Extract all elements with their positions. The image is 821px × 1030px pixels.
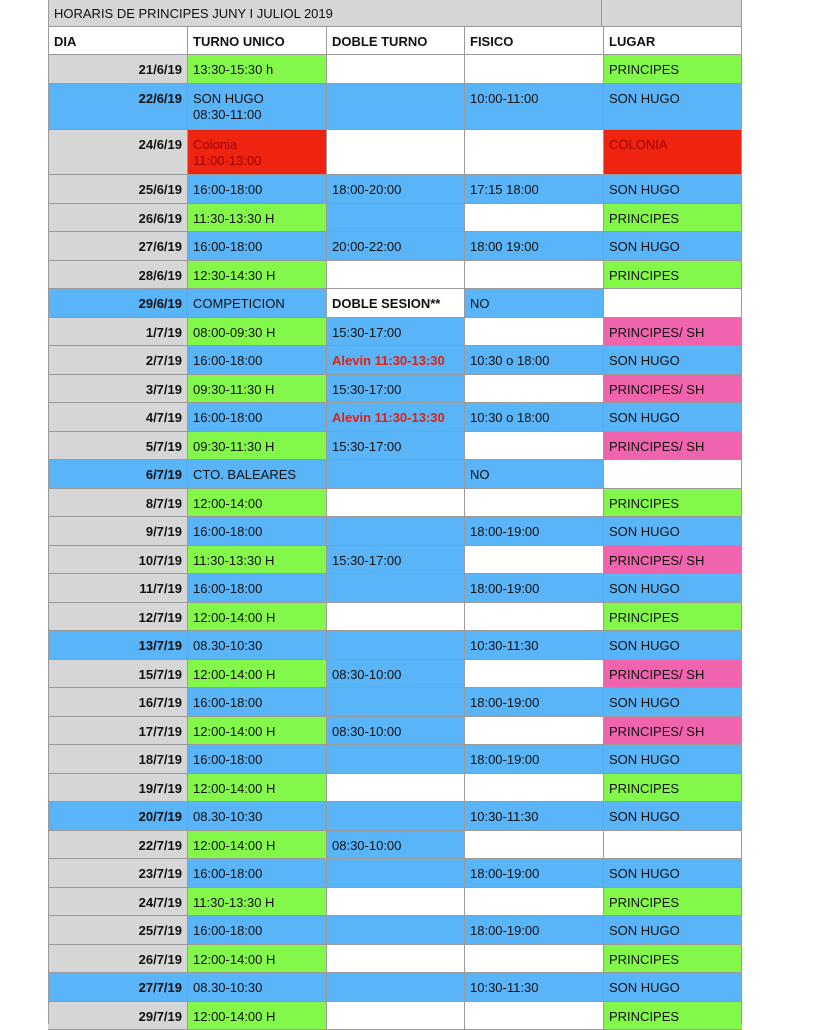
lugar-cell[interactable]: PRINCIPES <box>604 774 742 801</box>
turno-unico-cell[interactable]: 08.30-10:30 <box>188 631 327 659</box>
fisico-cell[interactable] <box>465 375 604 402</box>
header-turno-unico[interactable]: TURNO UNICO <box>188 27 327 54</box>
table-row <box>48 432 742 460</box>
turno-unico-cell[interactable]: 12:00-14:00 H <box>188 1002 327 1029</box>
turno-unico-cell[interactable]: Colonia 11:00-13:00 <box>188 130 327 174</box>
dia-cell[interactable]: 1/7/19 <box>48 318 188 345</box>
dia-cell[interactable]: 3/7/19 <box>48 375 188 402</box>
table-body <box>48 55 742 1030</box>
turno-unico-cell[interactable]: 16:00-18:00 <box>188 232 327 260</box>
table-row <box>48 403 742 432</box>
turno-unico-cell[interactable]: 16:00-18:00 <box>188 916 327 944</box>
lugar-cell[interactable]: SON HUGO <box>604 859 742 887</box>
lugar-cell[interactable]: PRINCIPES <box>604 945 742 972</box>
lugar-cell[interactable]: PRINCIPES <box>604 261 742 288</box>
dia-cell[interactable]: 29/7/19 <box>48 1002 188 1029</box>
turno-unico-cell[interactable]: 09:30-11:30 H <box>188 432 327 459</box>
fisico-cell[interactable]: 18:00-19:00 <box>465 745 604 773</box>
dia-cell[interactable]: 25/6/19 <box>48 175 188 203</box>
table-row <box>48 460 742 489</box>
dia-cell[interactable]: 25/7/19 <box>48 916 188 944</box>
header-doble-turno[interactable]: DOBLE TURNO <box>327 27 465 54</box>
dia-cell[interactable]: 26/6/19 <box>48 204 188 231</box>
dia-cell[interactable]: 19/7/19 <box>48 774 188 801</box>
table-row <box>48 745 742 774</box>
table-row <box>48 517 742 546</box>
doble-turno-cell[interactable] <box>327 745 465 773</box>
dia-cell[interactable]: 27/7/19 <box>48 973 188 1001</box>
table-row <box>48 261 742 289</box>
table-row <box>48 888 742 916</box>
header-dia[interactable]: DIA <box>48 27 188 54</box>
turno-unico-cell[interactable]: 16:00-18:00 <box>188 517 327 545</box>
table-row <box>48 717 742 745</box>
dia-cell[interactable]: 6/7/19 <box>48 460 188 488</box>
doble-turno-cell[interactable]: 18:00-20:00 <box>327 175 465 203</box>
table-row <box>48 859 742 888</box>
table-row <box>48 802 742 831</box>
sheet-title-bar <box>48 0 742 27</box>
fisico-cell[interactable] <box>465 489 604 516</box>
turno-unico-cell[interactable]: 09:30-11:30 H <box>188 375 327 402</box>
header-row <box>48 27 742 55</box>
doble-turno-cell[interactable] <box>327 1002 465 1029</box>
fisico-cell[interactable]: 10:30 o 18:00 <box>465 346 604 374</box>
table-row <box>48 375 742 403</box>
fisico-cell[interactable] <box>465 130 604 174</box>
lugar-cell[interactable]: PRINCIPES <box>604 55 742 83</box>
fisico-cell[interactable]: 18:00-19:00 <box>465 859 604 887</box>
doble-turno-cell[interactable] <box>327 945 465 972</box>
fisico-cell[interactable]: 18:00-19:00 <box>465 517 604 545</box>
lugar-cell[interactable]: SON HUGO <box>604 973 742 1001</box>
dia-cell[interactable]: 10/7/19 <box>48 546 188 573</box>
dia-cell[interactable]: 5/7/19 <box>48 432 188 459</box>
doble-turno-cell[interactable]: 20:00-22:00 <box>327 232 465 260</box>
doble-turno-cell[interactable] <box>327 973 465 1001</box>
turno-unico-cell[interactable]: COMPETICION <box>188 289 327 317</box>
fisico-cell[interactable] <box>465 432 604 459</box>
dia-cell[interactable]: 15/7/19 <box>48 660 188 687</box>
turno-unico-cell[interactable]: 12:00-14:00 H <box>188 774 327 801</box>
turno-unico-cell[interactable]: 16:00-18:00 <box>188 688 327 716</box>
doble-turno-cell[interactable] <box>327 84 465 129</box>
lugar-cell[interactable]: PRINCIPES <box>604 1002 742 1029</box>
dia-cell[interactable]: 20/7/19 <box>48 802 188 830</box>
turno-unico-cell[interactable]: 11:30-13:30 H <box>188 546 327 573</box>
doble-turno-cell[interactable] <box>327 631 465 659</box>
fisico-cell[interactable]: 17:15 18:00 <box>465 175 604 203</box>
fisico-cell[interactable] <box>465 831 604 858</box>
lugar-cell[interactable]: SON HUGO <box>604 574 742 602</box>
table-row <box>48 1002 742 1030</box>
fisico-cell[interactable] <box>465 660 604 687</box>
lugar-cell[interactable]: PRINCIPES/ SH <box>604 546 742 573</box>
lugar-cell[interactable]: PRINCIPES/ SH <box>604 432 742 459</box>
table-row <box>48 916 742 945</box>
lugar-cell[interactable]: SON HUGO <box>604 346 742 374</box>
turno-unico-cell[interactable]: 16:00-18:00 <box>188 745 327 773</box>
table-row <box>48 204 742 232</box>
lugar-cell[interactable]: SON HUGO <box>604 631 742 659</box>
lugar-cell[interactable]: PRINCIPES/ SH <box>604 660 742 687</box>
fisico-cell[interactable]: NO <box>465 460 604 488</box>
dia-cell[interactable]: 17/7/19 <box>48 717 188 744</box>
table-row <box>48 546 742 574</box>
doble-turno-cell[interactable]: DOBLE SESION** <box>327 289 465 317</box>
dia-cell[interactable]: 13/7/19 <box>48 631 188 659</box>
table-row <box>48 831 742 859</box>
table-row <box>48 84 742 130</box>
dia-cell[interactable]: 22/7/19 <box>48 831 188 858</box>
doble-turno-cell[interactable] <box>327 603 465 630</box>
fisico-cell[interactable]: NO <box>465 289 604 317</box>
turno-unico-cell[interactable]: 12:00-14:00 H <box>188 717 327 744</box>
turno-unico-cell[interactable]: 16:00-18:00 <box>188 346 327 374</box>
dia-cell[interactable]: 4/7/19 <box>48 403 188 431</box>
doble-turno-cell[interactable]: 08:30-10:00 <box>327 717 465 744</box>
lugar-cell[interactable]: COLONIA <box>604 130 742 174</box>
dia-cell[interactable]: 23/7/19 <box>48 859 188 887</box>
doble-turno-cell[interactable] <box>327 888 465 915</box>
fisico-cell[interactable] <box>465 261 604 288</box>
turno-unico-cell[interactable]: 08.30-10:30 <box>188 973 327 1001</box>
turno-unico-cell[interactable]: 12:00-14:00 <box>188 489 327 516</box>
dia-cell[interactable]: 18/7/19 <box>48 745 188 773</box>
fisico-cell[interactable] <box>465 717 604 744</box>
doble-turno-cell[interactable] <box>327 916 465 944</box>
lugar-cell[interactable]: SON HUGO <box>604 517 742 545</box>
table-row <box>48 631 742 660</box>
dia-cell[interactable]: 24/7/19 <box>48 888 188 915</box>
table-row <box>48 660 742 688</box>
lugar-cell[interactable]: PRINCIPES <box>604 489 742 516</box>
fisico-cell[interactable] <box>465 1002 604 1029</box>
doble-turno-cell[interactable] <box>327 204 465 231</box>
doble-turno-cell[interactable] <box>327 688 465 716</box>
lugar-cell[interactable] <box>604 831 742 858</box>
doble-turno-cell[interactable]: 08:30-10:00 <box>327 831 465 858</box>
fisico-cell[interactable]: 10:30 o 18:00 <box>465 403 604 431</box>
lugar-cell[interactable]: SON HUGO <box>604 745 742 773</box>
fisico-cell[interactable] <box>465 546 604 573</box>
dia-cell[interactable]: 2/7/19 <box>48 346 188 374</box>
fisico-cell[interactable] <box>465 318 604 345</box>
lugar-cell[interactable]: PRINCIPES <box>604 204 742 231</box>
table-row <box>48 289 742 318</box>
dia-cell[interactable]: 24/6/19 <box>48 130 188 174</box>
turno-unico-cell[interactable]: SON HUGO 08:30-11:00 <box>188 84 327 129</box>
doble-turno-cell[interactable] <box>327 574 465 602</box>
dia-cell[interactable]: 26/7/19 <box>48 945 188 972</box>
doble-turno-cell[interactable] <box>327 261 465 288</box>
doble-turno-cell[interactable]: Alevin 11:30-13:30 <box>327 403 465 431</box>
turno-unico-cell[interactable]: 12:00-14:00 H <box>188 603 327 630</box>
doble-turno-cell[interactable] <box>327 774 465 801</box>
lugar-cell[interactable]: SON HUGO <box>604 916 742 944</box>
fisico-cell[interactable] <box>465 945 604 972</box>
table-row <box>48 574 742 603</box>
table-row <box>48 346 742 375</box>
fisico-cell[interactable]: 18:00-19:00 <box>465 688 604 716</box>
dia-cell[interactable]: 22/6/19 <box>48 84 188 129</box>
doble-turno-cell[interactable]: Alevin 11:30-13:30 <box>327 346 465 374</box>
table-row <box>48 489 742 517</box>
table-row <box>48 318 742 346</box>
fisico-cell[interactable]: 18:00-19:00 <box>465 574 604 602</box>
doble-turno-cell[interactable] <box>327 55 465 83</box>
fisico-cell[interactable]: 18:00 19:00 <box>465 232 604 260</box>
doble-turno-cell[interactable]: 15:30-17:00 <box>327 432 465 459</box>
lugar-cell[interactable]: SON HUGO <box>604 688 742 716</box>
fisico-cell[interactable] <box>465 55 604 83</box>
turno-unico-cell[interactable]: 11:30-13:30 H <box>188 888 327 915</box>
lugar-cell[interactable]: PRINCIPES/ SH <box>604 717 742 744</box>
fisico-cell[interactable] <box>465 774 604 801</box>
turno-unico-cell[interactable]: 12:00-14:00 H <box>188 831 327 858</box>
dia-cell[interactable]: 12/7/19 <box>48 603 188 630</box>
turno-unico-cell[interactable]: 16:00-18:00 <box>188 403 327 431</box>
turno-unico-cell[interactable]: 11:30-13:30 H <box>188 204 327 231</box>
lugar-cell[interactable]: PRINCIPES/ SH <box>604 318 742 345</box>
turno-unico-cell[interactable]: 08:00-09:30 H <box>188 318 327 345</box>
lugar-cell[interactable]: SON HUGO <box>604 802 742 830</box>
dia-cell[interactable]: 28/6/19 <box>48 261 188 288</box>
table-row <box>48 973 742 1002</box>
turno-unico-cell[interactable]: 08.30-10:30 <box>188 802 327 830</box>
dia-cell[interactable]: 8/7/19 <box>48 489 188 516</box>
doble-turno-cell[interactable] <box>327 489 465 516</box>
header-lugar[interactable]: LUGAR <box>604 27 742 54</box>
doble-turno-cell[interactable] <box>327 130 465 174</box>
dia-cell[interactable]: 21/6/19 <box>48 55 188 83</box>
header-fisico[interactable]: FISICO <box>465 27 604 54</box>
lugar-cell[interactable]: SON HUGO <box>604 403 742 431</box>
doble-turno-cell[interactable] <box>327 460 465 488</box>
fisico-cell[interactable]: 10:30-11:30 <box>465 973 604 1001</box>
turno-unico-cell[interactable]: 12:00-14:00 H <box>188 945 327 972</box>
doble-turno-cell[interactable] <box>327 517 465 545</box>
turno-unico-cell[interactable]: 12:30-14:30 H <box>188 261 327 288</box>
doble-turno-cell[interactable] <box>327 802 465 830</box>
table-row <box>48 130 742 175</box>
lugar-cell[interactable] <box>604 289 742 317</box>
fisico-cell[interactable] <box>465 204 604 231</box>
lugar-cell[interactable]: SON HUGO <box>604 232 742 260</box>
lugar-cell[interactable]: SON HUGO <box>604 175 742 203</box>
doble-turno-cell[interactable]: 15:30-17:00 <box>327 375 465 402</box>
table-row <box>48 232 742 261</box>
lugar-cell[interactable]: PRINCIPES <box>604 888 742 915</box>
turno-unico-cell[interactable]: 16:00-18:00 <box>188 859 327 887</box>
table-row <box>48 175 742 204</box>
lugar-cell[interactable]: PRINCIPES <box>604 603 742 630</box>
turno-unico-cell[interactable]: 13:30-15:30 h <box>188 55 327 83</box>
fisico-cell[interactable]: 10:30-11:30 <box>465 631 604 659</box>
lugar-cell[interactable]: SON HUGO <box>604 84 742 129</box>
fisico-cell[interactable] <box>465 603 604 630</box>
turno-unico-cell[interactable]: 12:00-14:00 H <box>188 660 327 687</box>
sheet-title[interactable]: HORARIS DE PRINCIPES JUNY I JULIOL 2019 <box>48 0 602 26</box>
turno-unico-cell[interactable]: 16:00-18:00 <box>188 175 327 203</box>
doble-turno-cell[interactable]: 08:30-10:00 <box>327 660 465 687</box>
doble-turno-cell[interactable] <box>327 859 465 887</box>
fisico-cell[interactable]: 10:00-11:00 <box>465 84 604 129</box>
table-row <box>48 55 742 84</box>
table-row <box>48 688 742 717</box>
table-row <box>48 774 742 802</box>
doble-turno-cell[interactable]: 15:30-17:00 <box>327 546 465 573</box>
fisico-cell[interactable]: 10:30-11:30 <box>465 802 604 830</box>
dia-cell[interactable]: 9/7/19 <box>48 517 188 545</box>
lugar-cell[interactable] <box>604 460 742 488</box>
title-bar-empty-cell[interactable] <box>602 0 742 26</box>
dia-cell[interactable]: 29/6/19 <box>48 289 188 317</box>
dia-cell[interactable]: 11/7/19 <box>48 574 188 602</box>
turno-unico-cell[interactable]: 16:00-18:00 <box>188 574 327 602</box>
dia-cell[interactable]: 27/6/19 <box>48 232 188 260</box>
lugar-cell[interactable]: PRINCIPES/ SH <box>604 375 742 402</box>
fisico-cell[interactable] <box>465 888 604 915</box>
schedule-sheet <box>48 0 742 1030</box>
table-row <box>48 945 742 973</box>
dia-cell[interactable]: 16/7/19 <box>48 688 188 716</box>
table-row <box>48 603 742 631</box>
turno-unico-cell[interactable]: CTO. BALEARES <box>188 460 327 488</box>
fisico-cell[interactable]: 18:00-19:00 <box>465 916 604 944</box>
doble-turno-cell[interactable]: 15:30-17:00 <box>327 318 465 345</box>
